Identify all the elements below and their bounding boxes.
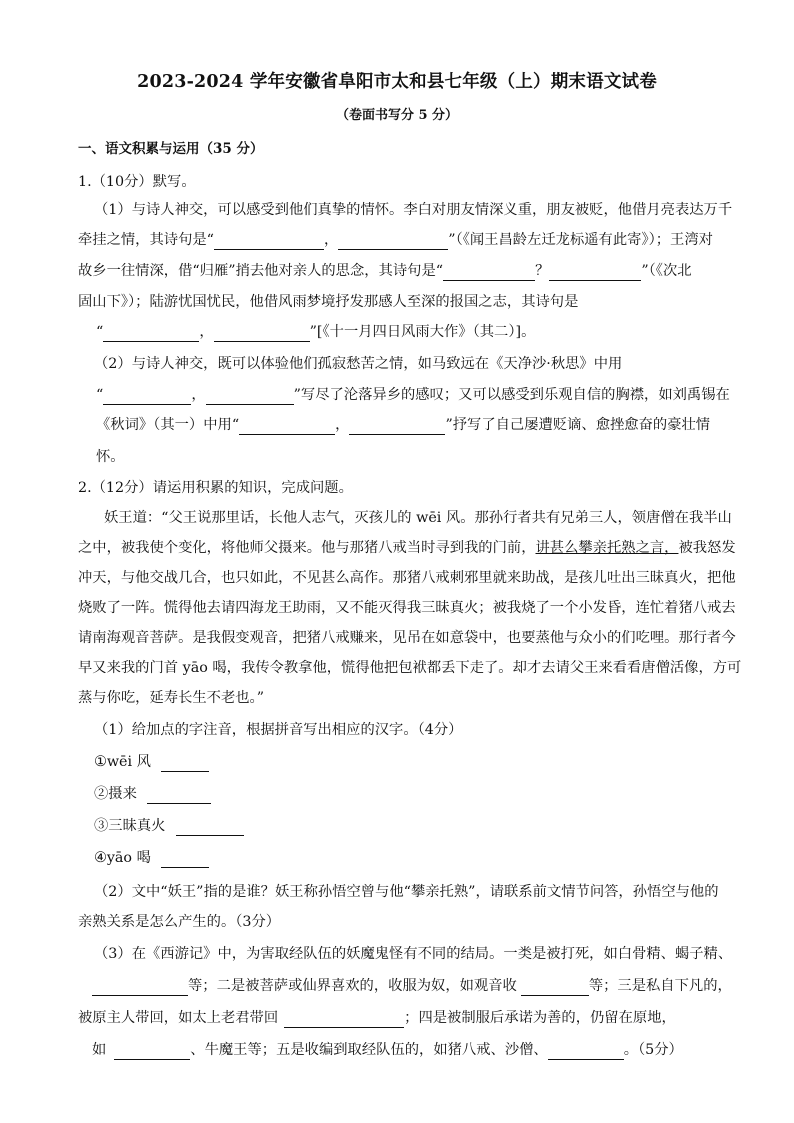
answer-blank[interactable]: [103, 325, 199, 342]
q2-sub2-line1: （2）文中“妖王”指的是谁？妖王称孙悟空曾与他“攀亲托熟”，请联系前文情节问答，孙悟空与他的: [94, 884, 719, 900]
q1-heading: 1.（10分）默写。: [78, 174, 196, 190]
answer-blank[interactable]: [161, 851, 209, 868]
exam-subtitle: （卷面书写分 5 分）: [335, 108, 459, 123]
answer-blank[interactable]: [161, 755, 209, 772]
passage-line7: 蒸与你吃，延寿长生不老也。”: [78, 690, 265, 706]
passage-line5: 请南海观音菩萨。是我假变观音，把猪八戒赚来，见吊在如意袋中，也要蒸他与众小的们吃哩。那行者今: [78, 630, 736, 646]
answer-blank[interactable]: [284, 1011, 404, 1028]
q2-heading: 2.（12分）请运用积累的知识，完成问题。: [78, 480, 353, 496]
answer-blank[interactable]: [214, 325, 310, 342]
q2-sub3-line1: （3）在《西游记》中，为害取经队伍的妖魔鬼怪有不同的结局。一类是被打死，如白骨精、蝎子精、: [94, 946, 733, 962]
q1-p1-line3-text-c: ”（《次北: [641, 263, 692, 279]
passage-line2-text-b: 被我怒发: [678, 540, 736, 556]
passage-line3: 冲天，与他交战几合，也只如此，不见甚么高作。那猪八戒刺邪里就来助战，是孩儿吐出三昧真火，把他: [78, 570, 736, 586]
q1-p1-line3-text-a: 故乡一往情深，借“归雁”捎去他对亲人的思念，其诗句是“: [78, 263, 444, 279]
passage-line2-text-a: 之中，被我使个变化，将他师父摄来。他与那猪八戒当时寻到我的门前，: [78, 540, 536, 556]
passage-line2: [78, 538, 736, 558]
answer-blank[interactable]: [103, 388, 191, 405]
answer-blank[interactable]: [521, 979, 589, 996]
q2-sub3-line2-text-b: 等；三是私自下凡的，: [588, 978, 732, 994]
q1-p1-line2: [78, 230, 713, 250]
answer-blank[interactable]: [206, 388, 294, 405]
q2-item3: [94, 816, 244, 836]
answer-blank[interactable]: [239, 418, 335, 435]
q1-p2-line2-text-b: ，: [191, 387, 206, 403]
exam-title: 2023-2024 学年安徽省阜阳市太和县七年级（上）期末语文试卷: [137, 72, 657, 92]
q1-p2-line2: [96, 385, 730, 405]
q2-item2: [94, 784, 211, 804]
q1-p2-line1: （2）与诗人神交，既可以体验他们孤寂愁苦之情，如马致远在《天净沙·秋思》中用: [94, 356, 623, 372]
q1-p2-line3-text-a: 《秋词》（其一）中用“: [96, 417, 240, 433]
q1-p2-line4: 怀。: [96, 449, 125, 465]
q1-p1-line1: （1）与诗人神交，可以感受到他们真挚的情怀。李白对朋友情深义重，朋友被贬，他借月亮表达万千: [94, 202, 733, 218]
answer-blank[interactable]: [548, 1043, 624, 1060]
section-heading: 一、语文积累与运用（35 分）: [78, 141, 264, 157]
q2-sub3-line3: [78, 1008, 676, 1028]
q2-sub3-line4-text-c: 。（5分）: [623, 1042, 683, 1058]
item-label: ②摄来: [94, 786, 137, 802]
q1-p1-line3: [78, 261, 692, 281]
passage-line4: 烧败了一阵。慌得他去请四海龙王助雨，又不能灭得我三昧真火；被我烧了一个小发昏，连忙着猪八戒去: [78, 600, 736, 616]
q1-p1-line5-text-a: “: [96, 324, 104, 340]
item-label: ①wēi 风: [94, 754, 151, 770]
q1-p2-line3: [96, 415, 710, 435]
q1-p1-line2-text-c: ”（《闻王昌龄左迁龙标遥有此寄》）；王湾对: [448, 232, 713, 248]
q2-sub3-line4: [92, 1040, 683, 1060]
answer-blank[interactable]: [92, 979, 188, 996]
answer-blank[interactable]: [214, 233, 324, 250]
item-label: ③三昧真火: [94, 818, 166, 834]
q2-sub1: （1）给加点的字注音，根据拼音写出相应的汉字。（4分）: [94, 722, 463, 738]
answer-blank[interactable]: [549, 264, 641, 281]
q1-p1-line3-text-b: ？: [535, 263, 550, 279]
underlined-phrase: 讲甚么攀亲托熟之言，: [535, 540, 679, 556]
passage-line1: 妖王道：“父王说那里话，长他人志气，灭孩儿的 wēi 风。那孙行者共有兄弟三人，领唐僧在我半山: [104, 510, 732, 526]
q2-sub3-line4-text-b: 、牛魔王等；五是收编到取经队伍的，如猪八戒、沙僧、: [190, 1042, 548, 1058]
q2-item1: [94, 752, 209, 772]
q2-item4: [94, 848, 209, 868]
q2-sub3-line3-text-a: 被原主人带回，如太上老君带回: [78, 1010, 279, 1026]
q1-p2-line2-text-c: ”写尽了沦落异乡的感叹；又可以感受到乐观自信的胸襟，如刘禹锡在: [293, 387, 730, 403]
answer-blank[interactable]: [349, 418, 445, 435]
q1-p2-line3-text-b: ，: [335, 417, 350, 433]
q1-p1-line5-text-c: ”[《十一月四日风雨大作》（其二）]。: [309, 324, 536, 340]
answer-blank[interactable]: [114, 1043, 190, 1060]
q2-sub3-line2: [92, 976, 732, 996]
q2-sub3-line4-text-a: 如: [92, 1042, 107, 1058]
q1-p1-line4: 固山下》）；陆游忧国忧民，他借风雨梦境抒发那感人至深的报国之志，其诗句是: [78, 294, 579, 310]
passage-line6: 早又来我的门首 yāo 喝，我传令教拿他，慌得他把包袱都丢下走了。却才去请父王来看看唐僧活像，方可: [78, 660, 742, 676]
q1-p1-line5-text-b: ，: [199, 324, 214, 340]
q1-p1-line5: [96, 322, 535, 342]
answer-blank[interactable]: [176, 819, 244, 836]
q1-p1-line2-text-a: 牵挂之情，其诗句是“: [78, 232, 214, 248]
q1-p2-line3-text-c: ”抒写了自己屡遭贬谪、愈挫愈奋的豪壮情: [445, 417, 711, 433]
answer-blank[interactable]: [443, 264, 535, 281]
q2-sub2-line2: 亲熟关系是怎么产生的。（3分）: [78, 914, 281, 930]
q1-p2-line2-text-a: “: [96, 387, 104, 403]
item-label: ④yāo 喝: [94, 850, 151, 866]
answer-blank[interactable]: [338, 233, 448, 250]
q1-p1-line2-text-b: ，: [323, 232, 339, 248]
answer-blank[interactable]: [147, 787, 211, 804]
q2-sub3-line2-text-a: 等；二是被菩萨或仙界喜欢的，收服为奴，如观音收: [188, 978, 517, 994]
q2-sub3-line3-text-b: ；四是被制服后承诺为善的，仍留在原地，: [404, 1010, 676, 1026]
